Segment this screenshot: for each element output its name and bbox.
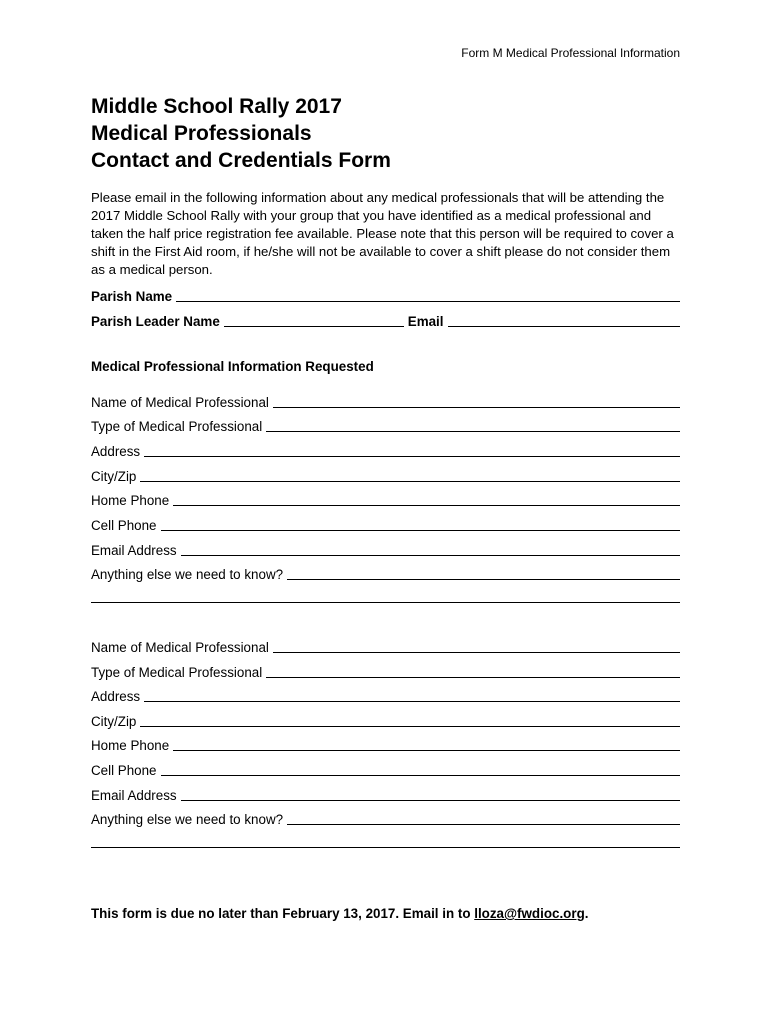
prof2-cell-phone-label: Cell Phone: [91, 763, 157, 778]
contact-email-link[interactable]: lloza@fwdioc.org: [474, 906, 585, 921]
title-line-2: Medical Professionals: [91, 122, 312, 145]
parish-leader-field[interactable]: [224, 312, 404, 327]
prof2-home-phone-row: [91, 735, 680, 753]
prof2-name-field[interactable]: [273, 638, 680, 653]
footer-text: This form is due no later than February 13, 2017. Email in to: [91, 906, 475, 921]
parish-name-label: Parish Name: [91, 289, 173, 304]
prof2-cell-phone-row: [91, 760, 680, 778]
prof1-home-phone-row: [91, 490, 680, 508]
prof1-type-row: [91, 416, 680, 434]
prof1-type-label: Type of Medical Professional: [91, 419, 263, 434]
prof2-type-row: [91, 662, 680, 680]
prof1-name-field[interactable]: [273, 393, 680, 408]
prof1-home-phone-label: Home Phone: [91, 493, 170, 508]
prof1-cityzip-label: City/Zip: [91, 469, 137, 484]
prof2-type-label: Type of Medical Professional: [91, 665, 263, 680]
prof2-cityzip-field[interactable]: [140, 712, 680, 727]
prof1-cityzip-row: [91, 466, 680, 484]
title-line-1: Middle School Rally 2017: [91, 95, 342, 118]
prof1-address-row: [91, 441, 680, 459]
prof2-anything-field[interactable]: [287, 810, 680, 825]
prof1-email-label: Email Address: [91, 543, 177, 558]
prof2-extra-line[interactable]: [91, 847, 680, 848]
prof1-cityzip-field[interactable]: [140, 467, 680, 482]
prof2-cityzip-label: City/Zip: [91, 714, 137, 729]
prof1-anything-field[interactable]: [287, 565, 680, 580]
prof1-cell-phone-label: Cell Phone: [91, 518, 157, 533]
prof2-address-label: Address: [91, 689, 141, 704]
prof1-cell-phone-row: [91, 515, 680, 533]
prof2-home-phone-field[interactable]: [173, 736, 680, 751]
parish-email-label: Email: [407, 314, 444, 329]
prof2-type-field[interactable]: [266, 663, 680, 678]
parish-email-field[interactable]: [448, 312, 681, 327]
prof2-cell-phone-field[interactable]: [161, 761, 680, 776]
prof2-email-label: Email Address: [91, 788, 177, 803]
parish-leader-label: Parish Leader Name: [91, 314, 220, 329]
prof2-anything-row: [91, 809, 680, 827]
prof1-address-label: Address: [91, 444, 141, 459]
prof1-extra-line[interactable]: [91, 602, 680, 603]
form-header-label: Form M Medical Professional Information: [461, 46, 680, 60]
prof1-type-field[interactable]: [266, 417, 680, 432]
prof2-address-row: [91, 686, 680, 704]
title-line-3: Contact and Credentials Form: [91, 149, 391, 172]
prof1-email-row: [91, 540, 680, 558]
parish-leader-row: [91, 311, 680, 329]
prof2-email-row: [91, 785, 680, 803]
prof2-anything-label: Anything else we need to know?: [91, 812, 284, 827]
prof1-anything-row: [91, 564, 680, 582]
prof2-address-field[interactable]: [144, 687, 680, 702]
parish-name-row: [91, 286, 680, 304]
prof1-email-field[interactable]: [181, 541, 680, 556]
prof1-address-field[interactable]: [144, 442, 680, 457]
intro-paragraph: Please email in the following information about any medical professionals that will be attending the 2017 Middle School Rally with your group that you have identified as a medical professional and taken the half price registration fee available. Please note that this person will be required to cover a shift in the First Aid room, if he/she will not be available to cover a shift please do not consider them as a medical person.: [91, 190, 674, 277]
prof1-name-label: Name of Medical Professional: [91, 395, 269, 410]
prof2-email-field[interactable]: [181, 786, 680, 801]
parish-name-field[interactable]: [176, 287, 680, 302]
prof1-cell-phone-field[interactable]: [161, 516, 680, 531]
footer-period: .: [584, 906, 589, 921]
prof2-name-label: Name of Medical Professional: [91, 640, 269, 655]
prof1-home-phone-field[interactable]: [173, 491, 680, 506]
prof2-home-phone-label: Home Phone: [91, 738, 170, 753]
section-heading: Medical Professional Information Requested: [91, 359, 374, 374]
prof1-name-row: [91, 392, 680, 410]
prof2-cityzip-row: [91, 711, 680, 729]
form-title: [91, 93, 391, 174]
prof2-name-row: [91, 637, 680, 655]
due-date-footer: [91, 906, 588, 921]
prof1-anything-label: Anything else we need to know?: [91, 567, 284, 582]
